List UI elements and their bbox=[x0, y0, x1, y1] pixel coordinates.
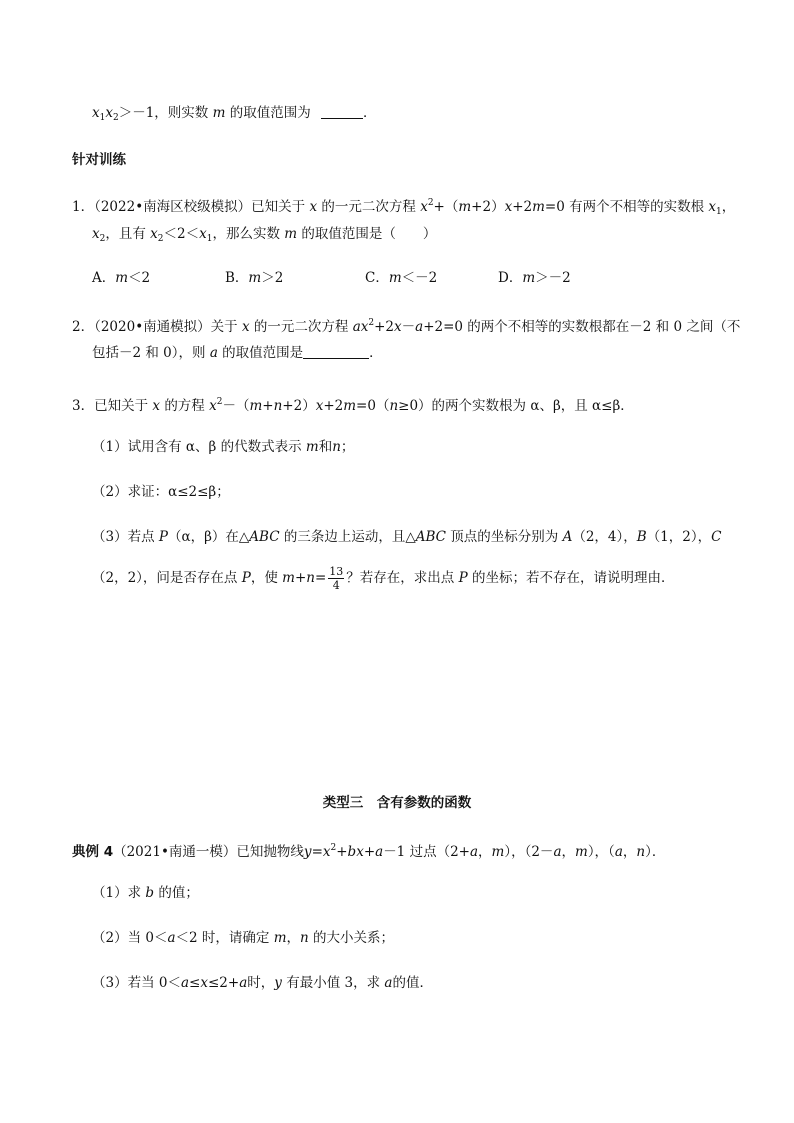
fraction-numerator: 13 bbox=[329, 565, 344, 578]
section-title-text: 针对训练 bbox=[72, 152, 126, 168]
subscript: 1 bbox=[716, 207, 722, 217]
text: +（ bbox=[433, 199, 459, 215]
example4-sub2 bbox=[92, 928, 394, 948]
text: （3）若当 0＜ bbox=[92, 975, 181, 991]
text: 关于 bbox=[210, 319, 238, 335]
text: －（ bbox=[222, 398, 250, 414]
var-x: x bbox=[420, 199, 428, 215]
text: 顶点的坐标分别为 bbox=[450, 529, 559, 545]
text: = bbox=[314, 570, 327, 586]
text: ． bbox=[369, 345, 383, 361]
var-x: x bbox=[309, 199, 318, 215]
var-m: m bbox=[212, 105, 226, 121]
section-title-type3 bbox=[0, 793, 794, 813]
q3-sub3-line2 bbox=[92, 565, 674, 592]
var-A: A bbox=[562, 529, 573, 545]
var-x: x bbox=[209, 398, 217, 414]
text: 的取值范围是（ ） bbox=[301, 226, 437, 242]
fraction-denominator: 4 bbox=[332, 579, 340, 592]
var-x: x bbox=[150, 226, 158, 242]
var-P: P bbox=[158, 529, 168, 545]
text: ， bbox=[478, 844, 492, 860]
option-text: ＞2 bbox=[261, 270, 284, 286]
subscript: 2 bbox=[112, 113, 119, 123]
var-m: m bbox=[575, 844, 588, 860]
var-x: x bbox=[200, 975, 208, 991]
text: 有最小值 3，求 bbox=[286, 975, 381, 991]
text: ； bbox=[340, 439, 355, 455]
text: （2，4）， bbox=[572, 529, 637, 545]
var-m: m bbox=[388, 270, 402, 286]
var-x: x bbox=[504, 199, 513, 215]
text: 的值． bbox=[392, 975, 433, 991]
var-m: m bbox=[284, 226, 298, 242]
text: + bbox=[336, 844, 348, 860]
text: ，使 bbox=[250, 570, 278, 586]
section-title-training bbox=[72, 150, 126, 170]
fraction-13-over-4 bbox=[328, 565, 344, 592]
var-x: x bbox=[394, 319, 402, 335]
text: +2 bbox=[323, 398, 344, 414]
q1-line2 bbox=[92, 224, 436, 249]
option-label: C． bbox=[365, 270, 389, 286]
var-m: m bbox=[458, 199, 472, 215]
text: ），（ bbox=[587, 844, 615, 860]
text: + bbox=[363, 844, 376, 860]
text: ＜2 时，请确定 bbox=[175, 930, 270, 946]
var-x: x bbox=[322, 844, 331, 860]
var-n: n bbox=[306, 570, 315, 586]
var-b: b bbox=[145, 885, 155, 901]
var-n: n bbox=[300, 930, 309, 946]
option-label: A． bbox=[92, 270, 116, 286]
text: + bbox=[262, 398, 274, 414]
text: 的方程 bbox=[164, 398, 205, 414]
text: ， bbox=[721, 199, 736, 215]
text: ≤ bbox=[189, 975, 201, 991]
text: + bbox=[294, 570, 307, 586]
text: 的值； bbox=[158, 885, 199, 901]
question-source: （2020•南通模拟） bbox=[94, 319, 211, 335]
text: +2） bbox=[282, 398, 316, 414]
text: －1 过点（2+ bbox=[383, 844, 470, 860]
superscript: 2 bbox=[368, 318, 375, 328]
var-n: n bbox=[636, 844, 646, 860]
question-source: （2022•南海区校级模拟） bbox=[94, 199, 252, 215]
var-a: a bbox=[415, 319, 424, 335]
text: = bbox=[311, 844, 323, 860]
question-number: 3． bbox=[72, 398, 95, 414]
subscript: 2 bbox=[157, 234, 164, 244]
var-B: B bbox=[636, 529, 647, 545]
text: ≥0）的两个实数根为 α、β，且 α≤β． bbox=[398, 398, 634, 414]
text: － bbox=[401, 319, 416, 335]
var-a: a bbox=[167, 930, 176, 946]
text: 的坐标；若不存在，请说明理由． bbox=[471, 570, 675, 586]
text: 时， bbox=[247, 975, 275, 991]
text: +2=0 的两个不相等的实数根都在－2 和 0 之间（不 bbox=[423, 319, 741, 335]
var-m: m bbox=[248, 270, 262, 286]
var-x: x bbox=[152, 398, 161, 414]
superscript: 2 bbox=[427, 198, 434, 208]
example4-line1 bbox=[72, 838, 665, 862]
var-a: a bbox=[614, 844, 623, 860]
q1-option-a[interactable] bbox=[92, 268, 150, 288]
q2-line2 bbox=[92, 343, 383, 363]
var-a: a bbox=[180, 975, 190, 991]
text: 的取值范围为 bbox=[229, 105, 311, 121]
q1-option-c[interactable] bbox=[365, 268, 437, 288]
text: ． bbox=[363, 105, 377, 121]
var-n: n bbox=[332, 439, 341, 455]
var-x1: x bbox=[92, 105, 100, 121]
text: 的取值范围是 bbox=[222, 345, 304, 361]
text: ＞－1，则实数 bbox=[118, 105, 209, 121]
subscript: 2 bbox=[99, 234, 106, 244]
question-number: 2． bbox=[72, 319, 95, 335]
var-x: x bbox=[708, 199, 717, 215]
var-P: P bbox=[241, 570, 251, 586]
text: +2 bbox=[512, 199, 533, 215]
q3-line1 bbox=[72, 392, 634, 416]
text: ， bbox=[622, 844, 637, 860]
var-m: m bbox=[532, 199, 545, 215]
text: （1）求 bbox=[92, 885, 142, 901]
text: =0（ bbox=[356, 398, 390, 414]
section-title-text: 类型三 含有参数的函数 bbox=[322, 795, 472, 811]
text: 已知关于 bbox=[94, 398, 149, 414]
var-x: x bbox=[241, 319, 250, 335]
text: 包括－2 和 0），则 bbox=[92, 345, 206, 361]
text: （α，β）在△ bbox=[167, 529, 250, 545]
text: ， bbox=[286, 930, 301, 946]
example-label: 典例 4 bbox=[72, 844, 114, 860]
answer-blank[interactable] bbox=[303, 346, 369, 359]
text: 已知抛物线 bbox=[236, 844, 304, 860]
var-P: P bbox=[458, 570, 468, 586]
var-a: a bbox=[553, 844, 562, 860]
var-m: m bbox=[522, 270, 536, 286]
text: 和 bbox=[318, 439, 333, 455]
var-a: a bbox=[384, 975, 393, 991]
var-n: n bbox=[389, 398, 399, 414]
var-x: x bbox=[92, 226, 100, 242]
option-text: ＜－2 bbox=[401, 270, 438, 286]
text: 已知关于 bbox=[251, 199, 306, 215]
text: ，那么实数 bbox=[212, 226, 280, 242]
text: +2 bbox=[374, 319, 395, 335]
var-x: x bbox=[315, 398, 324, 414]
text: （1）试用含有 α、β 的代数式表示 bbox=[92, 439, 302, 455]
text: ，且有 bbox=[105, 226, 146, 242]
var-y: y bbox=[274, 975, 282, 991]
var-x2: x bbox=[105, 105, 113, 121]
var-m: m bbox=[115, 270, 129, 286]
var-a: a bbox=[239, 975, 248, 991]
text: （2）求证：α≤2≤β； bbox=[92, 484, 230, 500]
text: （3）若点 bbox=[92, 529, 155, 545]
superscript: 2 bbox=[216, 397, 223, 407]
text: ＜2＜ bbox=[163, 226, 200, 242]
text: （2，2），问是否存在点 bbox=[92, 570, 238, 586]
q3-sub1 bbox=[92, 437, 354, 457]
var-a: a bbox=[469, 844, 479, 860]
q3-sub2 bbox=[92, 482, 230, 502]
var-m: m bbox=[305, 439, 319, 455]
var-a: a bbox=[352, 319, 361, 335]
var-m: m bbox=[343, 398, 357, 414]
var-m: m bbox=[273, 930, 287, 946]
var-x: x bbox=[360, 319, 369, 335]
var-ABC: ABC bbox=[249, 529, 280, 545]
top-continuation-line bbox=[92, 103, 377, 128]
option-text: ＜2 bbox=[128, 270, 151, 286]
question-number: 1． bbox=[72, 199, 95, 215]
var-x: x bbox=[199, 226, 207, 242]
subscript: 1 bbox=[99, 113, 106, 123]
text: ， bbox=[561, 844, 575, 860]
var-C: C bbox=[711, 529, 722, 545]
q1-option-b[interactable] bbox=[225, 268, 283, 288]
var-n: n bbox=[273, 398, 283, 414]
q1-line1 bbox=[72, 193, 735, 222]
text: （1，2）， bbox=[646, 529, 712, 545]
text: 的一元二次方程 bbox=[253, 319, 349, 335]
text: 的三条边上运动，且△ bbox=[283, 529, 416, 545]
text: =0 有两个不相等的实数根 bbox=[544, 199, 705, 215]
var-ABC: ABC bbox=[415, 529, 446, 545]
option-text: ＞－2 bbox=[535, 270, 571, 286]
text: （2）当 0＜ bbox=[92, 930, 168, 946]
var-m: m bbox=[491, 844, 505, 860]
q1-option-d[interactable] bbox=[498, 268, 571, 288]
example-source: （2021•南通一模） bbox=[113, 844, 237, 860]
text: ），（2－ bbox=[504, 844, 554, 860]
text: 的大小关系； bbox=[313, 930, 395, 946]
example4-sub1 bbox=[92, 883, 199, 903]
example4-sub3 bbox=[92, 973, 433, 993]
q2-line1 bbox=[72, 313, 740, 337]
var-m: m bbox=[282, 570, 295, 586]
var-bx: bx bbox=[347, 844, 364, 860]
var-a: a bbox=[375, 844, 384, 860]
var-y: y bbox=[303, 844, 312, 860]
var-m: m bbox=[249, 398, 263, 414]
text: ≤2+ bbox=[207, 975, 240, 991]
option-label: B． bbox=[225, 270, 249, 286]
subscript: 1 bbox=[206, 234, 213, 244]
text: ？若存在，求出点 bbox=[346, 570, 455, 586]
var-a: a bbox=[209, 345, 218, 361]
option-label: D． bbox=[498, 270, 523, 286]
q3-sub3-line1 bbox=[92, 527, 721, 547]
text: 的一元二次方程 bbox=[321, 199, 416, 215]
text: ）． bbox=[645, 844, 666, 860]
superscript: 2 bbox=[330, 843, 337, 853]
text: +2） bbox=[471, 199, 505, 215]
answer-blank[interactable] bbox=[321, 106, 363, 119]
